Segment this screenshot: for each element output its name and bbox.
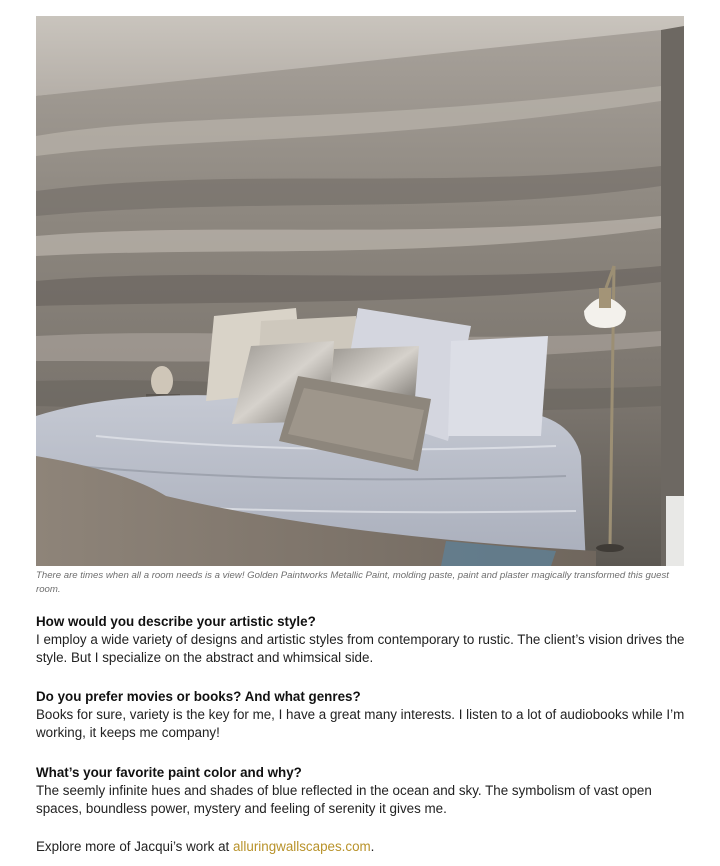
question-heading: How would you describe your artistic style?: [36, 614, 316, 629]
qa-block-artistic-style: [36, 613, 696, 667]
article-photo: [36, 16, 684, 566]
website-link[interactable]: alluringwallscapes.com: [232, 839, 371, 854]
qa-block-favorite-color: [36, 764, 696, 818]
answer-paragraph: Books for sure, variety is the key for me, I have a great many interests. I listen to a lot of audiobooks while I’m working, it keeps me company!: [36, 707, 685, 740]
answer-paragraph: The seemly infinite hues and shades of blue reflected in the ocean and sky. The symbolism of vast open spaces, boundless power, mystery and feeling of serenity it gives me.: [36, 783, 652, 816]
answer-paragraph: I employ a wide variety of designs and artistic styles from contemporary to rustic. The client’s vision drives the style. But I specialize on the abstract and whimsical side.: [36, 632, 685, 665]
qa-block-movies-or-books: [36, 688, 696, 742]
question-heading: Do you prefer movies or books? And what genres?: [36, 689, 361, 704]
explore-suffix: .: [370, 839, 375, 854]
explore-more-line: [36, 838, 374, 856]
bedroom-photo-illustration: [36, 16, 684, 566]
photo-caption: There are times when all a room needs is a view! Golden Paintworks Metallic Paint, molding paste, paint and plaster magically transformed this guest room.: [36, 570, 669, 595]
explore-prefix: Explore more of Jacqui’s work at: [36, 839, 233, 854]
question-heading: What’s your favorite paint color and why?: [36, 765, 302, 780]
